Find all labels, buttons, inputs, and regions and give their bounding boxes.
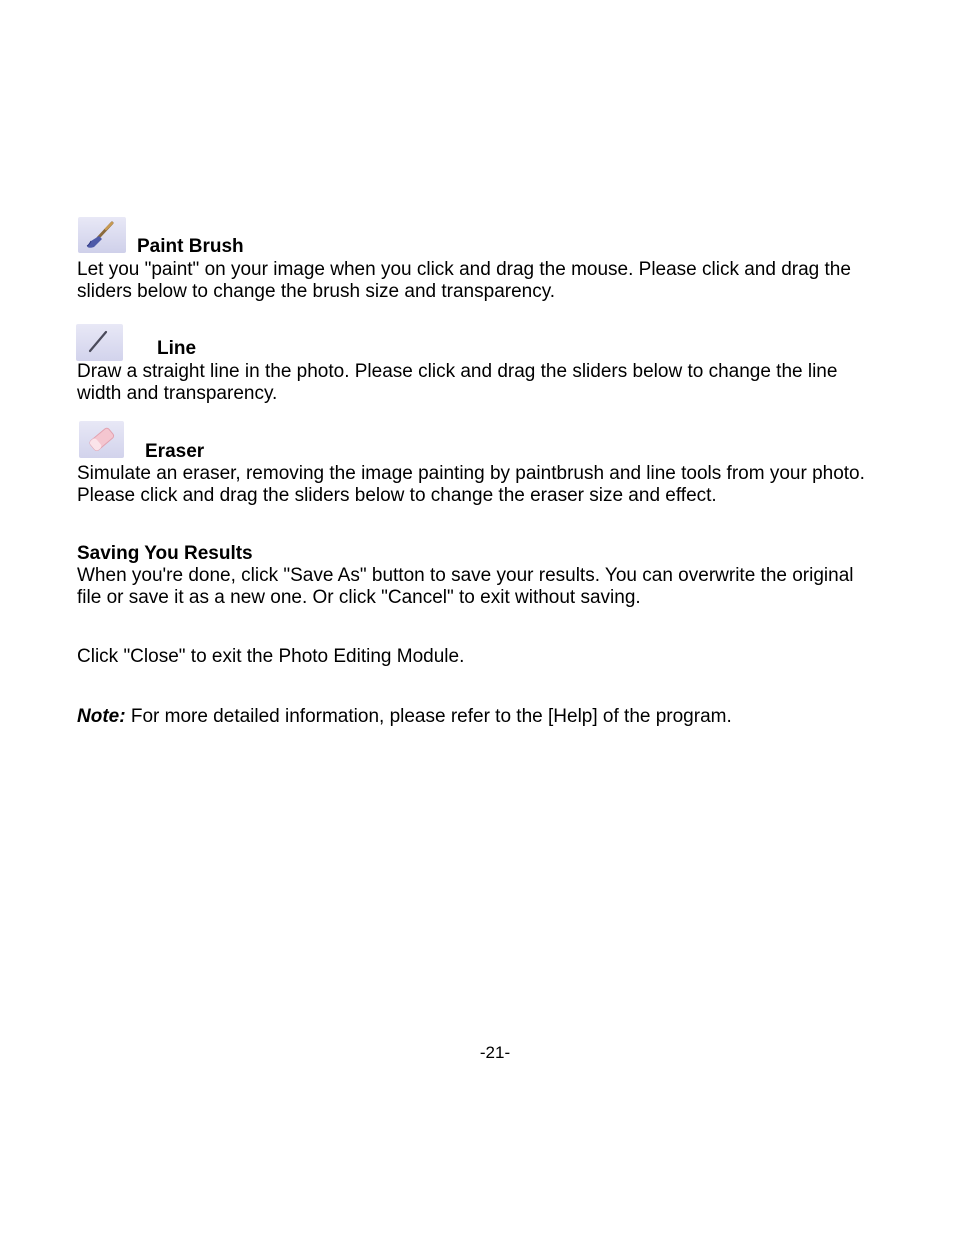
close-instruction-text: Click "Close" to exit the Photo Editing Module. — [77, 646, 465, 667]
eraser-heading: Eraser — [145, 441, 205, 462]
eraser-icon — [79, 421, 124, 458]
eraser-description-line-1: Simulate an eraser, removing the image painting by paintbrush and line tools from your photo. — [77, 463, 865, 484]
eraser-description-line-2: Please click and drag the sliders below to change the eraser size and effect. — [77, 485, 717, 506]
close-instruction — [77, 646, 937, 668]
saving-results-heading: Saving You Results — [77, 543, 253, 564]
line-tool-icon — [76, 324, 123, 361]
saving-results-description-line-2: file or save it as a new one. Or click "Cancel" to exit without saving. — [77, 587, 641, 608]
note-line — [77, 706, 937, 728]
line-description-line-2: width and transparency. — [77, 383, 278, 404]
line-heading: Line — [157, 338, 197, 359]
line-description-line-1: Draw a straight line in the photo. Please click and drag the sliders below to change the line — [77, 361, 838, 382]
saving-results-description-line-1: When you're done, click "Save As" button to save your results. You can overwrite the original — [77, 565, 854, 586]
note-text: For more detailed information, please refer to the [Help] of the program. — [125, 706, 732, 727]
paint-brush-description-line-1: Let you "paint" on your image when you click and drag the mouse. Please click and drag the — [77, 259, 851, 280]
saving-results-description — [77, 565, 937, 609]
note-paragraph — [77, 706, 937, 728]
note-label: Note: — [77, 706, 126, 727]
paint-brush-icon — [78, 217, 126, 253]
paint-brush-description — [77, 259, 937, 303]
paint-brush-description-line-2: sliders below to change the brush size and transparency. — [77, 281, 556, 302]
page-number: -21- — [479, 1043, 511, 1062]
eraser-description — [77, 463, 937, 507]
paint-brush-heading: Paint Brush — [137, 236, 244, 257]
line-description — [77, 361, 937, 405]
